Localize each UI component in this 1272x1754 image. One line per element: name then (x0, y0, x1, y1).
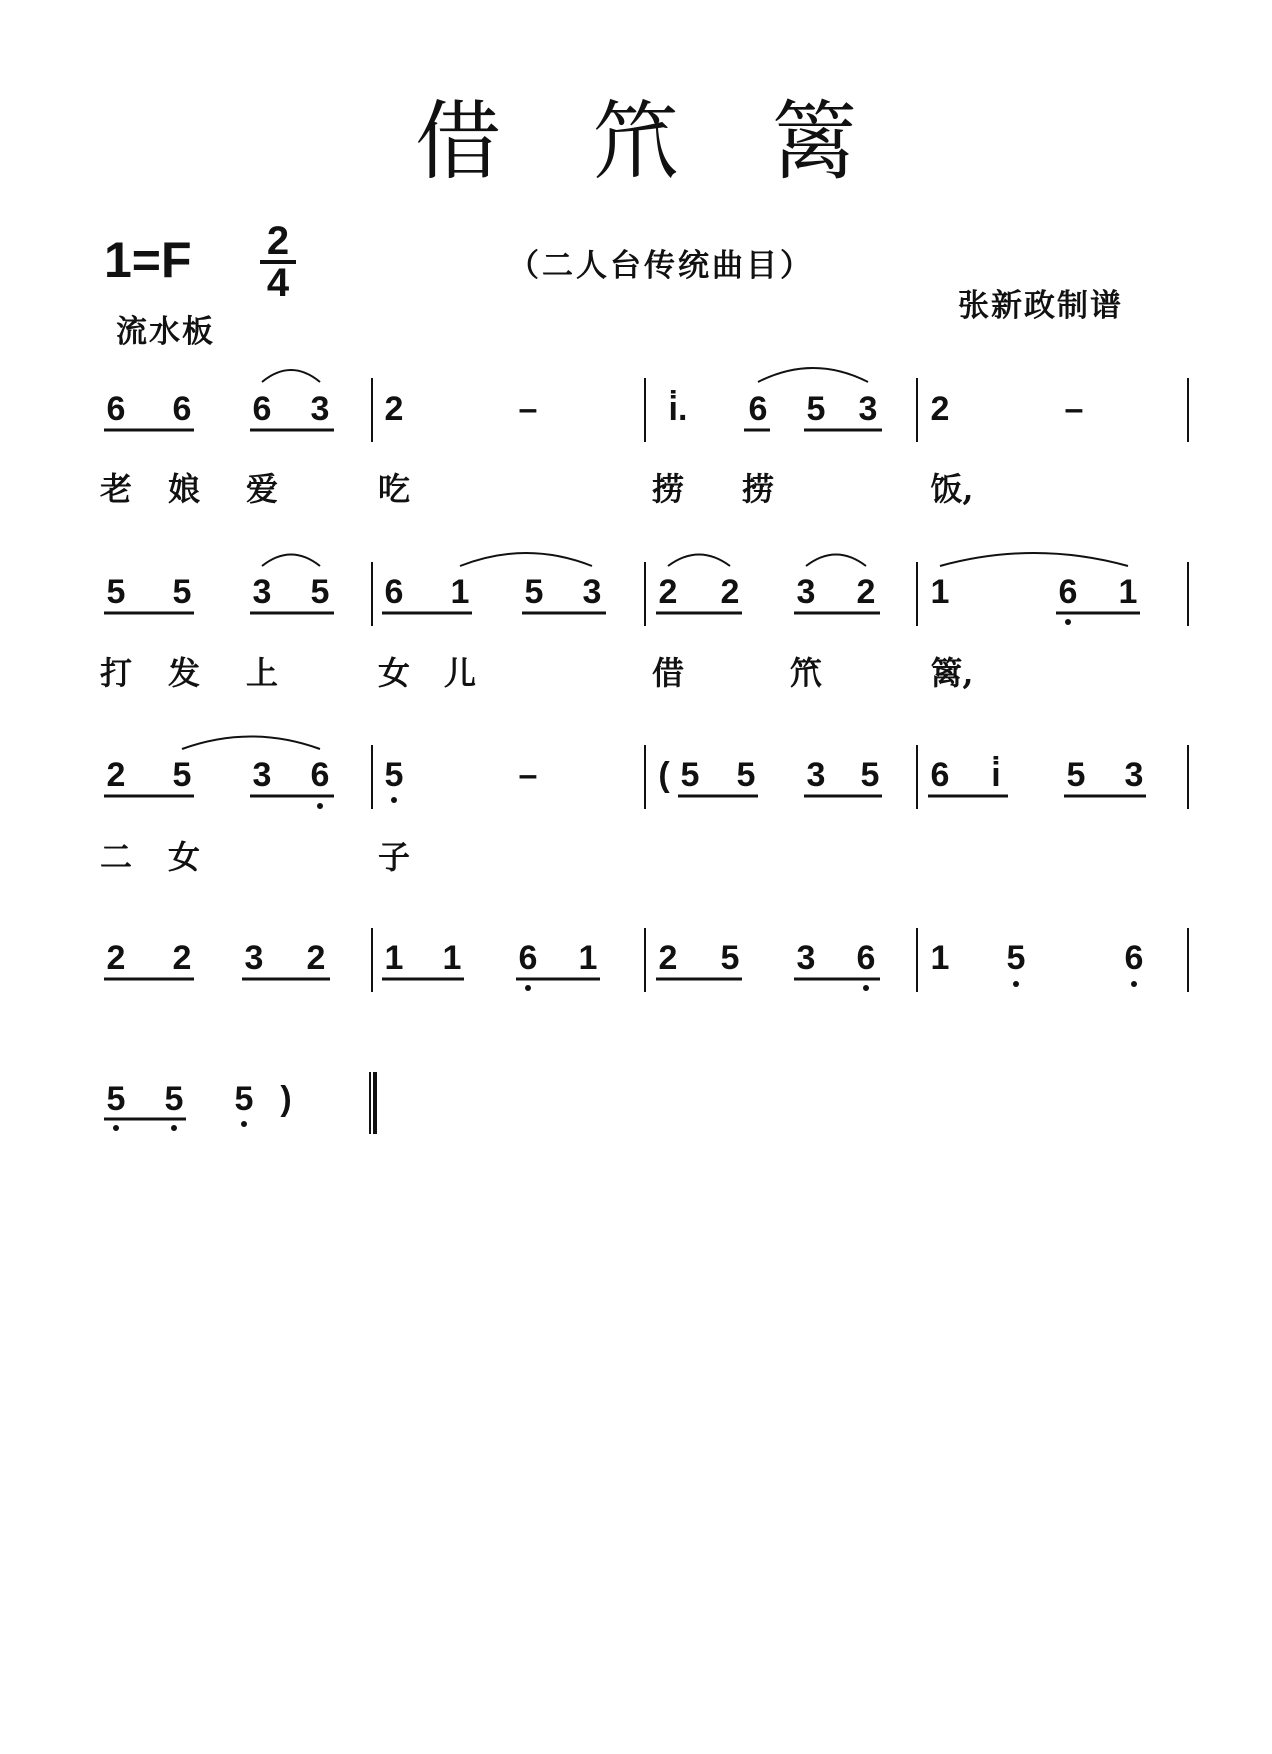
system-2 (100, 553, 1188, 692)
slur (182, 737, 320, 750)
low-octave-dot (1131, 981, 1137, 987)
note: 3 (244, 939, 264, 977)
note: 5 (736, 756, 756, 794)
note: 1 (384, 939, 404, 977)
lyric: 发 (167, 654, 201, 692)
lyric: 娘 (167, 470, 201, 508)
note: 6 (310, 756, 330, 794)
note: i̇ (991, 756, 1001, 794)
low-octave-dot (1013, 981, 1019, 987)
note: 6 (172, 390, 192, 428)
system-4 (104, 928, 1188, 992)
note: 6 (748, 390, 768, 428)
note: 1 (930, 939, 950, 977)
note: 2 (384, 390, 404, 428)
lyric: 女 (167, 838, 201, 876)
tempo-marking: 流水板 (116, 314, 215, 350)
note: 5 (1006, 939, 1026, 977)
lyric: 子 (377, 838, 411, 876)
note: 5 (234, 1080, 254, 1118)
note: 6 (1058, 573, 1078, 611)
slur (262, 555, 320, 567)
system-3 (100, 737, 1188, 877)
note: 2 (930, 390, 950, 428)
note: 3 (310, 390, 330, 428)
low-octave-dot (317, 803, 323, 809)
note: 5 (860, 756, 880, 794)
note: 5 (720, 939, 740, 977)
note: 6 (252, 390, 272, 428)
system-5 (104, 1072, 375, 1134)
note: 3 (796, 939, 816, 977)
slur (940, 553, 1128, 566)
note: 3 (1124, 756, 1144, 794)
lyric: 二 (99, 838, 133, 876)
note: 1 (1118, 573, 1138, 611)
note: 2 (106, 756, 126, 794)
lyric: 篱, (930, 654, 974, 692)
note: 5 (806, 390, 826, 428)
note: 5 (680, 756, 700, 794)
note: ) (280, 1080, 292, 1118)
slur (460, 553, 592, 566)
note: 5 (524, 573, 544, 611)
note: 5 (310, 573, 330, 611)
note: 2 (856, 573, 876, 611)
note: 2 (306, 939, 326, 977)
note: 3 (806, 756, 826, 794)
lyric: 捞 (651, 470, 685, 508)
lyric: 吃 (377, 470, 411, 508)
note: – (1064, 390, 1084, 428)
system-1 (100, 368, 1188, 508)
note: 2 (106, 939, 126, 977)
lyric: 儿 (443, 654, 477, 692)
note: 2 (172, 939, 192, 977)
lyric: 老 (99, 470, 133, 508)
note: 6 (1124, 939, 1144, 977)
note: 5 (172, 573, 192, 611)
note: 6 (384, 573, 404, 611)
note: 5 (1066, 756, 1086, 794)
slur (262, 370, 320, 382)
lyric: 借 (651, 654, 685, 692)
note: 3 (582, 573, 602, 611)
note: 3 (858, 390, 878, 428)
note: – (518, 756, 538, 794)
note: 6 (930, 756, 950, 794)
low-octave-dot (171, 1125, 177, 1131)
note: 3 (252, 573, 272, 611)
lyric: 饭, (930, 470, 974, 508)
lyric: 女 (377, 654, 411, 692)
time-signature-top: 2 (266, 219, 290, 263)
slur (806, 555, 866, 567)
composer-credit: 张新政制谱 (958, 288, 1123, 324)
note: 1 (450, 573, 470, 611)
note: 1 (578, 939, 598, 977)
note: i̇. (668, 390, 688, 428)
lyric: 笊 (789, 654, 823, 692)
lyric: 捞 (741, 470, 775, 508)
low-octave-dot (863, 985, 869, 991)
note: 2 (658, 939, 678, 977)
key-signature: 1=F (104, 232, 192, 288)
low-octave-dot (391, 797, 397, 803)
note: 5 (106, 573, 126, 611)
low-octave-dot (1065, 619, 1071, 625)
slur (758, 368, 868, 382)
note: 5 (106, 1080, 126, 1118)
score-title: 借笊篱 (415, 92, 949, 192)
note: – (518, 390, 538, 428)
low-octave-dot (241, 1121, 247, 1127)
note: ( (658, 756, 670, 794)
note: 6 (518, 939, 538, 977)
note: 2 (720, 573, 740, 611)
note: 5 (384, 756, 404, 794)
time-signature-bottom: 4 (266, 261, 290, 305)
lyric: 上 (245, 654, 279, 692)
note: 2 (658, 573, 678, 611)
note: 5 (164, 1080, 184, 1118)
note: 6 (106, 390, 126, 428)
note: 3 (252, 756, 272, 794)
note: 6 (856, 939, 876, 977)
lyric: 爱 (245, 470, 279, 508)
note: 3 (796, 573, 816, 611)
slur (668, 555, 730, 567)
note: 1 (442, 939, 462, 977)
lyric: 打 (99, 654, 133, 692)
low-octave-dot (113, 1125, 119, 1131)
note: 5 (172, 756, 192, 794)
subtitle: （二人台传统曲目） (508, 248, 814, 284)
note: 1 (930, 573, 950, 611)
low-octave-dot (525, 985, 531, 991)
